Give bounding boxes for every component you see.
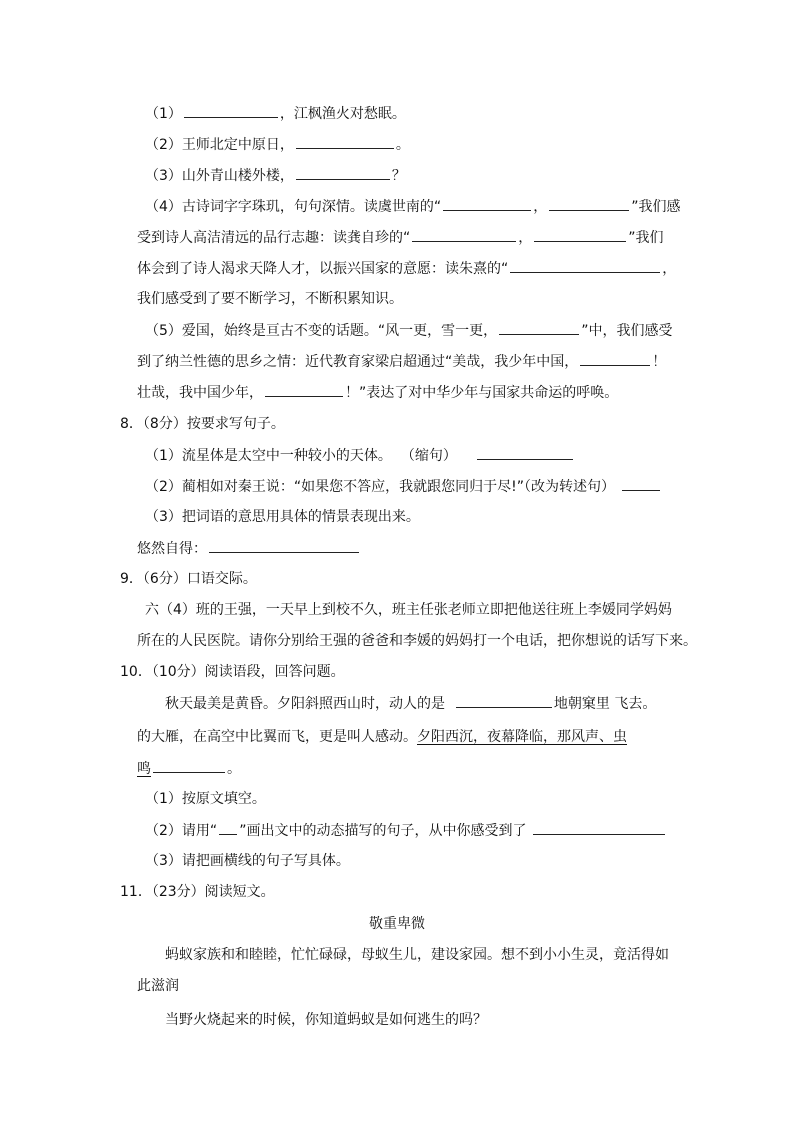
item-text: ， [533,199,548,215]
item-text: 请把画横线的句子写具体。 [181,853,350,869]
passage-text: 地朝窠里 飞去。 [553,696,657,712]
item-text: 按原文填空。 [181,791,266,807]
item-number: （1） [145,448,182,464]
answer-blank[interactable] [534,227,626,242]
item-tag: （改为转述句） [524,479,616,495]
answer-blank[interactable] [622,476,660,491]
q9-line-2: 所在的人民医院。请你分别给王强的爸爸和李媛的妈妈打一个电话，把你想说的话写下来。 [137,633,697,649]
q7-item-5 [145,320,672,341]
answer-blank[interactable] [412,227,516,242]
answer-blank[interactable] [510,258,660,273]
q10-passage-line-2 [137,727,627,747]
item-text: 请用“ [181,823,218,839]
item-tag: （缩句） [400,448,457,464]
q7-item-5-line-3 [137,382,618,403]
item-text: ”我们 [628,230,664,246]
article-line-2: 此滋润 [137,978,179,994]
item-text: ”画出文中的动态描写的句子，从中你感受到了 [239,823,527,839]
underlined-sentence: 夕阳西沉，夜幕降临，那风声、虫 [417,729,627,745]
item-number: （1） [145,791,182,807]
answer-blank[interactable] [209,538,359,553]
q7-item-4-line-3 [137,258,676,279]
item-text: 把词语的意思用具体的情景表现出来。 [181,509,420,525]
q8-header: 8．（8分）按要求写句子。 [120,416,285,432]
q10-header: 10．（10分）阅读语段，回答问题。 [120,664,345,680]
item-text: 受到诗人高洁清远的品行志趣：读龚自珍的“ [137,230,411,246]
q10-item-1 [145,789,266,809]
item-number: （5） [145,323,182,339]
answer-blank[interactable] [549,196,629,211]
item-text: ！ [652,354,667,370]
q7-item-2 [145,134,410,155]
q7-item-1 [145,103,406,124]
article-line-3: 当野火烧起来的时候，你知道蚂蚁是如何逃生的吗？ [165,1012,487,1028]
item-text: 壮哉，我中国少年， [137,385,263,401]
answer-blank[interactable] [580,351,650,366]
item-text: 到了纳兰性德的思乡之情：近代教育家梁启超通过“美哉，我少年中国， [137,354,579,370]
item-text: 爱国，始终是亘古不变的话题。“风一更，雪一更， [181,323,498,339]
answer-blank[interactable] [443,196,531,211]
passage-text: 的大雁，在高空中比翼而飞，更是叫人感动。 [137,729,417,745]
passage-text: 。 [227,761,241,777]
item-text: 山外青山楼外楼， [181,168,294,184]
item-text: ， [662,261,677,277]
underlined-sentence: 鸣 [137,761,151,777]
q10-passage-line-1 [165,693,656,714]
answer-blank[interactable] [477,445,573,460]
q7-item-3 [145,165,406,186]
passage-text: 秋天最美是黄昏。夕阳斜照西山时，动人的是 [165,696,445,712]
answer-blank[interactable] [265,382,343,397]
item-text: 悠然自得： [137,541,207,557]
article-line-1: 蚂蚁家族和和睦睦，忙忙碌碌，母蚁生儿，建设家园。想不到小小生灵，竟活得如 [165,947,669,963]
item-text: ？ [391,168,406,184]
q8-item-1 [145,445,575,466]
item-number: （2） [145,823,182,839]
q9-line-1: 六（4）班的王强，一天早上到校不久，班主任张老师立即把他送往班上李媛同学妈妈 [145,602,672,618]
answer-blank[interactable] [533,820,665,835]
item-text: 流星体是太空中一种较小的天体。 [181,448,392,464]
q10-passage-line-3 [137,758,241,779]
item-number: （3） [145,853,182,869]
item-text: ”中，我们感受 [581,323,673,339]
item-text: 。 [395,137,410,153]
item-number: （1） [145,106,182,122]
item-number: （2） [145,137,182,153]
answer-blank[interactable] [296,165,390,180]
item-text: ”我们感 [631,199,681,215]
item-text: 古诗词字字珠玑，句句深情。读虞世南的“ [181,199,442,215]
q7-item-4 [145,196,680,217]
item-number: （3） [145,509,182,525]
item-text: 蔺相如对秦王说：“如果您不答应，我就跟您同归于尽!” [181,479,525,495]
article-title: 敬重卑微 [369,916,425,932]
item-text: 王师北定中原日， [181,137,294,153]
item-text: ， [518,230,533,246]
item-text: 体会到了诗人渴求天降人才，以振兴国家的意愿：读朱熹的“ [137,261,509,277]
q10-item-3 [145,851,350,871]
item-number: （3） [145,168,182,184]
item-number: （2） [145,479,182,495]
answer-blank[interactable] [153,758,225,773]
answer-blank[interactable] [184,103,278,118]
item-text: ，江枫渔火对愁眠。 [279,106,406,122]
answer-blank[interactable] [499,320,579,335]
q11-header: 11．（23分）阅读短文。 [120,884,275,900]
q10-item-2 [145,820,667,841]
q7-item-4-line-2 [137,227,664,248]
q9-header: 9．（6分）口语交际。 [120,571,257,587]
item-text: ！”表达了对中华少年与国家共命运的呼唤。 [345,385,619,401]
answer-blank[interactable] [296,134,394,149]
answer-blank[interactable] [456,693,552,708]
underline-symbol [219,820,237,835]
item-text: 我们感受到了要不断学习，不断积累知识。 [137,291,403,307]
q7-item-4-line-4 [137,289,403,309]
item-number: （4） [145,199,182,215]
q8-item-2 [145,476,662,497]
q7-item-5-line-2 [137,351,666,372]
q8-item-3-word [137,538,361,559]
q8-item-3 [145,507,420,527]
